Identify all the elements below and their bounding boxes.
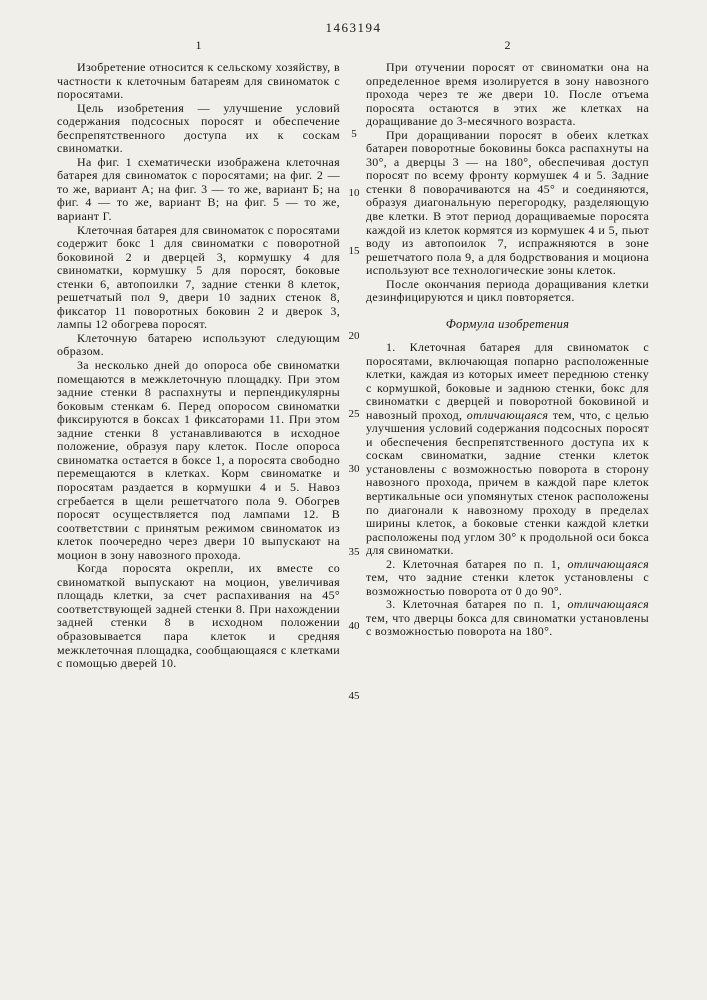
text-run: тем, что задние стенки клеток установлены с возможностью поворота от 0 до 90°. xyxy=(366,570,649,598)
formula-heading xyxy=(366,317,649,331)
text-run: При отучении поросят от свиноматки она на определенное время изолируется в зону навозного прохода через те же двери 10. После отъема поросята остаются в этих же клетках на доращивание до 3-месячного возраста. xyxy=(366,60,649,129)
gutter-line-number: 35 xyxy=(348,546,360,558)
paragraph xyxy=(366,61,649,129)
paragraph xyxy=(57,224,340,332)
gutter-line-number: 45 xyxy=(348,690,360,702)
patent-number: 1463194 xyxy=(325,20,382,35)
paragraph xyxy=(57,562,340,670)
text-run: Цель изобретения — улучшение условий содержания подсосных поросят и обеспечение беспрепятственного доступа их к соскам свиноматки. xyxy=(57,100,340,156)
right-column xyxy=(366,38,649,671)
emphasized-text: отличающаяся xyxy=(567,597,649,612)
paragraph xyxy=(57,61,340,102)
text-run: За несколько дней до опороса обе свиноматки помещаются в межклеточную площадку. При этом задние стенки 8 распахнуты и перпендикулярны боковым стенкам 6. Перед опоросом свиноматки фиксируются в боксах 1 фиксаторами 11. При этом задние стенки 8 устанавливаются в исходное положение, образуя пару клеток. После опороса свиноматка остается в боксе 1, а поросята свободно перемещаются в клетках. Корм свиноматке и поросятам раздается в кормушки 4 и 5. Навоз сгребается в щели решетчатого пола 9. Обогрев поросят осуществляется под лампами 12. В соответствии с принятым режимом свиноматок из клеток поочередно через двери 10 выпускают на моцион в зону навозного прохода. xyxy=(57,358,340,562)
gutter-line-number: 20 xyxy=(348,330,360,342)
text-run: На фиг. 1 схематически изображена клеточная батарея для свиноматок с поросятами; на фиг. 2 — то же, вариант А; на фиг. 3 — то же, вариант Б; на фиг. 4 — то же, вариант В; на фиг. 5 — то же, вариант Г. xyxy=(57,154,340,224)
gutter-line-number: 15 xyxy=(348,245,360,257)
gutter-line-number: 5 xyxy=(351,128,357,140)
paragraph xyxy=(366,558,649,599)
text-run: тем, что дверцы бокса для свиноматки установлены с возможностью поворота на 180°. xyxy=(366,610,649,639)
paragraph xyxy=(366,129,649,278)
gutter-line-number: 40 xyxy=(348,620,360,632)
text-run: Клеточную батарею используют следующим образом. xyxy=(57,330,340,359)
paragraph xyxy=(57,332,340,359)
paragraph xyxy=(366,341,649,558)
left-column xyxy=(57,38,340,671)
text-run: 3. Клеточная батарея по п. 1, xyxy=(386,597,568,612)
left-column-text xyxy=(57,61,340,671)
text-run: При доращивании поросят в обеих клетках батареи поворотные боковины бокса распахнуты на 30°, а дверцы 3 — на 180°, обеспечивая доступ поросят по всему фронту кормушек 4 и 5. Задние стенки 8 поворачиваются на 45° и соединяются, образуя диагональную перегородку, разделяющую две клетки. В этот период доращиваемые поросята каждой из клеток кормятся из кормушек 4 и 5, пьют воду из автопоилок 7, испражняются в зоне решетчатого пола 9, а для бодрствования и моциона используют все технологические зоны клеток. xyxy=(366,127,649,278)
emphasized-text: отличающаяся xyxy=(466,407,549,422)
gutter-line-number: 30 xyxy=(348,463,360,475)
paragraph xyxy=(366,278,649,305)
text-run: Клеточная батарея для свиноматок с поросятами содержит бокс 1 для свиноматки с поворотной боковиной 2 и дверцей 3, кормушку 4 для свиноматки, кормушку 5 для поросят, боковые стенки 6, автопоилки 7, задние стенки 8 клеток, решетчатый пол 9, двери 10 задних стенок 8, фиксатор 11 поворотных боковин 2 и дверок 3, лампы 12 обогрева поросят. xyxy=(57,222,340,332)
paragraph xyxy=(57,102,340,156)
right-column-text xyxy=(366,61,649,639)
paragraph xyxy=(57,359,340,562)
gutter-line-number: 10 xyxy=(348,187,360,199)
paragraph xyxy=(57,156,340,224)
text-run: Формула изобретения xyxy=(445,316,570,331)
text-run: 2. Клеточная батарея по п. 1, xyxy=(386,556,568,571)
text-run: 1. Клеточная батарея для свиноматок с поросятами, включающая попарно расположенные клетки, каждая из которых имеет переднюю стенку с кормушкой, боковые и заднюю стенки, бокс для свиноматки с дверцей и поворотной боковиной и навозный проход, xyxy=(366,339,649,422)
right-column-number: 2 xyxy=(504,38,511,52)
text-run: Когда поросята окрепли, их вместе со свиноматкой выпускают на моцион, увеличивая площадь клетки, за счет распахивания на 45° соответствующей задней стенки 8. При нахождении задней стенки 8 в исходном положении образовывается пара клеток и средняя межклеточная площадка, сообщающаяся с клетками с помощью дверей 10. xyxy=(57,561,340,671)
paragraph xyxy=(366,598,649,639)
gutter-line-number: 25 xyxy=(348,408,360,420)
text-run: тем, что, с целью улучшения условий содержания подсосных поросят и обеспечения беспрепятственного доступа их к соскам свиноматки, задние стенки клеток установлены с возможностью поворота в сторону навозного прохода, причем в каждой паре клеток вертикальные оси упомянутых стенок расположены по диагонали к навозному проходу в пределах ширины клеток, а боковые стенки каждой клетки расположены под углом 30° к продольной оси бокса для свиноматки. xyxy=(366,407,649,558)
left-column-number: 1 xyxy=(195,38,202,52)
emphasized-text: отличающаяся xyxy=(567,556,649,571)
text-run: После окончания периода доращивания клетки дезинфицируются и цикл повторяется. xyxy=(366,276,649,305)
text-run: Изобретение относится к сельскому хозяйству, в частности к клеточным батареям для свиноматок с поросятами. xyxy=(57,60,340,102)
